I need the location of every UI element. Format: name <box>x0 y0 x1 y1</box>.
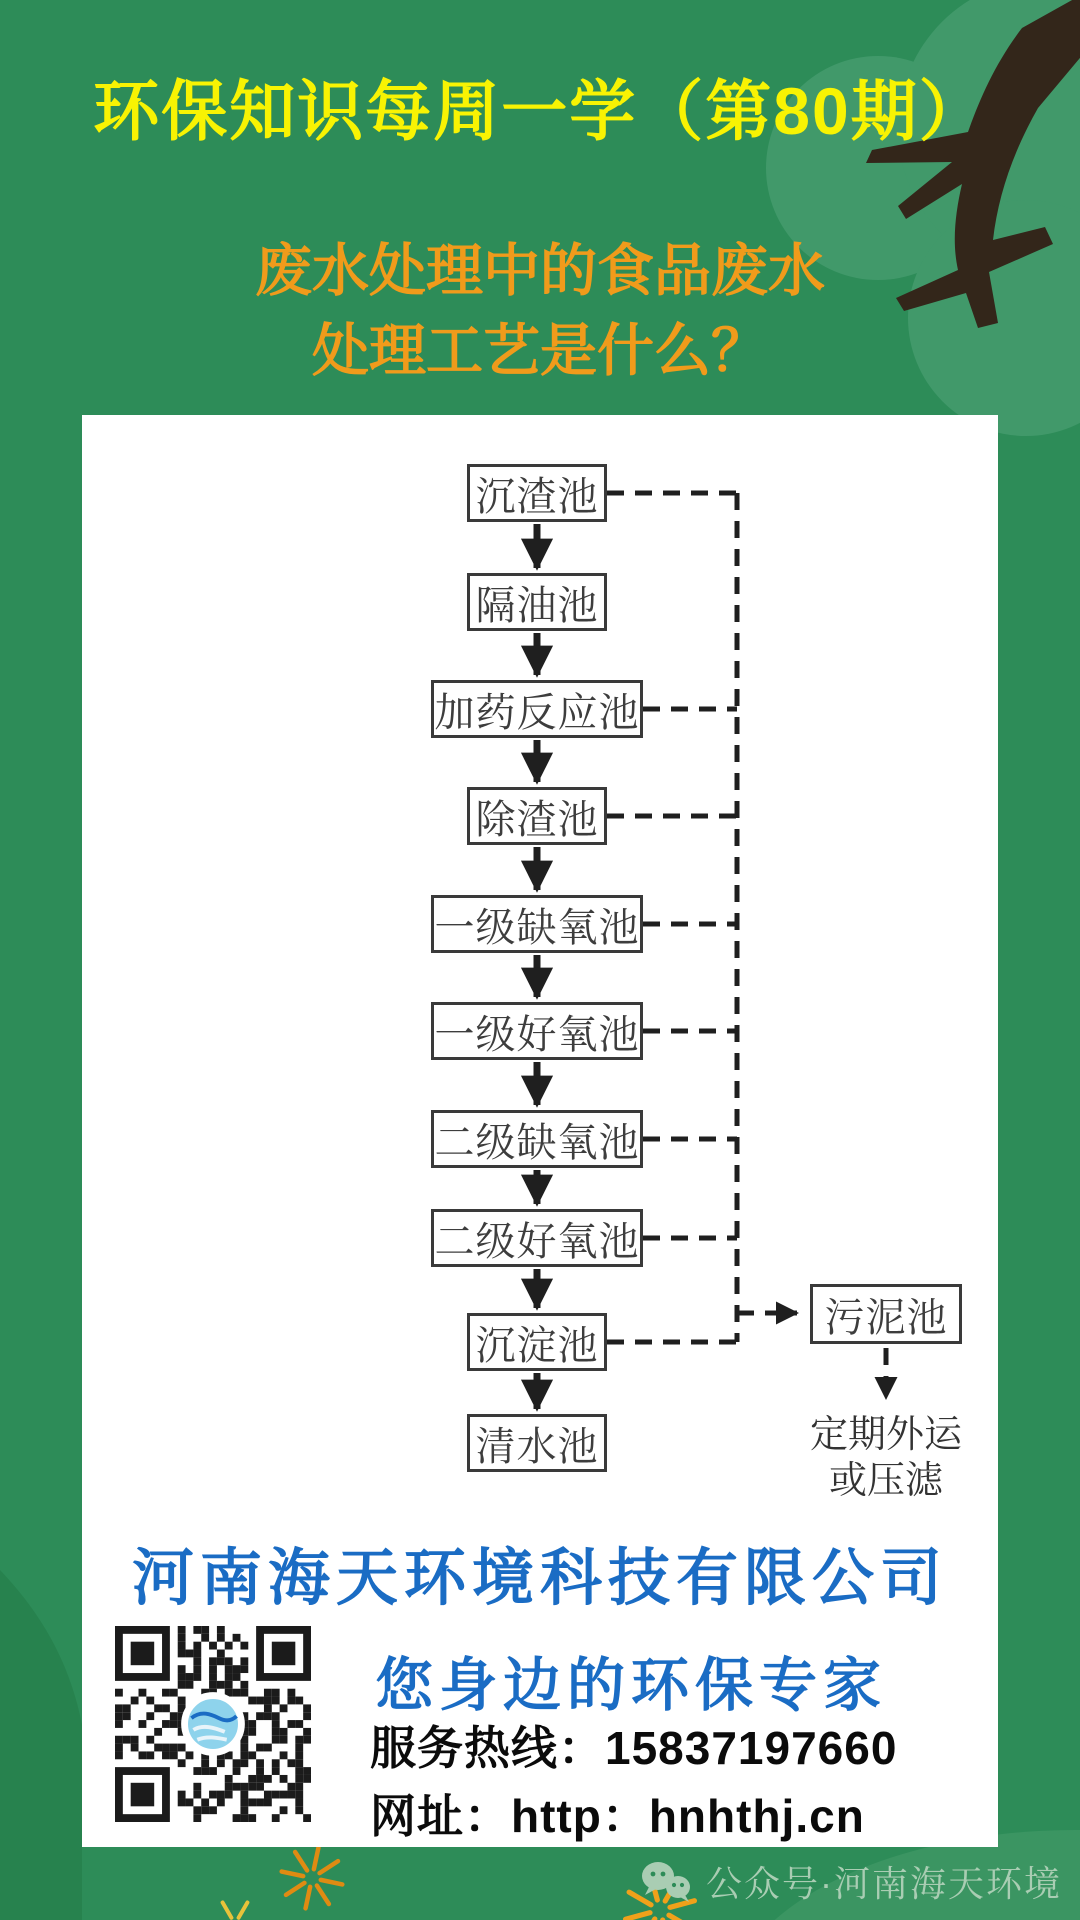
flow-box: 清水池 <box>467 1414 607 1472</box>
company-name: 河南海天环境科技有限公司 <box>131 1544 948 1613</box>
watermark-label: 公众号·河南海天环境 <box>706 1863 1062 1904</box>
subtitle-line-2: 处理工艺是什么？ <box>312 318 768 383</box>
poster-subtitle <box>0 232 1080 392</box>
poster-title: 环保知识每周一学（第80期） <box>93 74 987 148</box>
flow-box: 一级缺氧池 <box>431 895 643 953</box>
flow-box: 除渣池 <box>467 787 607 845</box>
sludge-box: 污泥池 <box>810 1284 962 1344</box>
flow-box: 沉淀池 <box>467 1313 607 1371</box>
subtitle-line-1: 废水处理中的食品废水 <box>255 239 825 303</box>
sludge-note <box>786 1412 986 1505</box>
hotline-line <box>370 1712 897 1778</box>
wechat-icon <box>640 1860 694 1904</box>
hotline-number: 15837197660 <box>605 1722 898 1774</box>
bottom-left-hill <box>0 1570 82 1920</box>
sludge-note-line-1: 定期外运 <box>809 1414 962 1456</box>
flow-box: 二级好氧池 <box>431 1209 643 1267</box>
sludge-note-line-2: 或压滤 <box>828 1460 943 1503</box>
hotline-label: 服务热线： <box>370 1722 605 1774</box>
flow-box: 加药反应池 <box>431 680 643 738</box>
starburst-icon <box>275 1841 349 1915</box>
website-line <box>370 1780 865 1846</box>
website-url: http：hnhthj.cn <box>511 1790 865 1842</box>
starburst-icon <box>210 1903 260 1920</box>
website-label: 网址： <box>370 1790 511 1842</box>
flow-box: 隔油池 <box>467 573 607 631</box>
qr-code <box>115 1626 311 1822</box>
flow-box: 一级好氧池 <box>431 1002 643 1060</box>
wechat-watermark <box>640 1856 1062 1907</box>
flow-box: 沉渣池 <box>467 464 607 522</box>
flow-box: 二级缺氧池 <box>431 1110 643 1168</box>
company-slogan: 您身边的环保专家 <box>375 1653 888 1718</box>
